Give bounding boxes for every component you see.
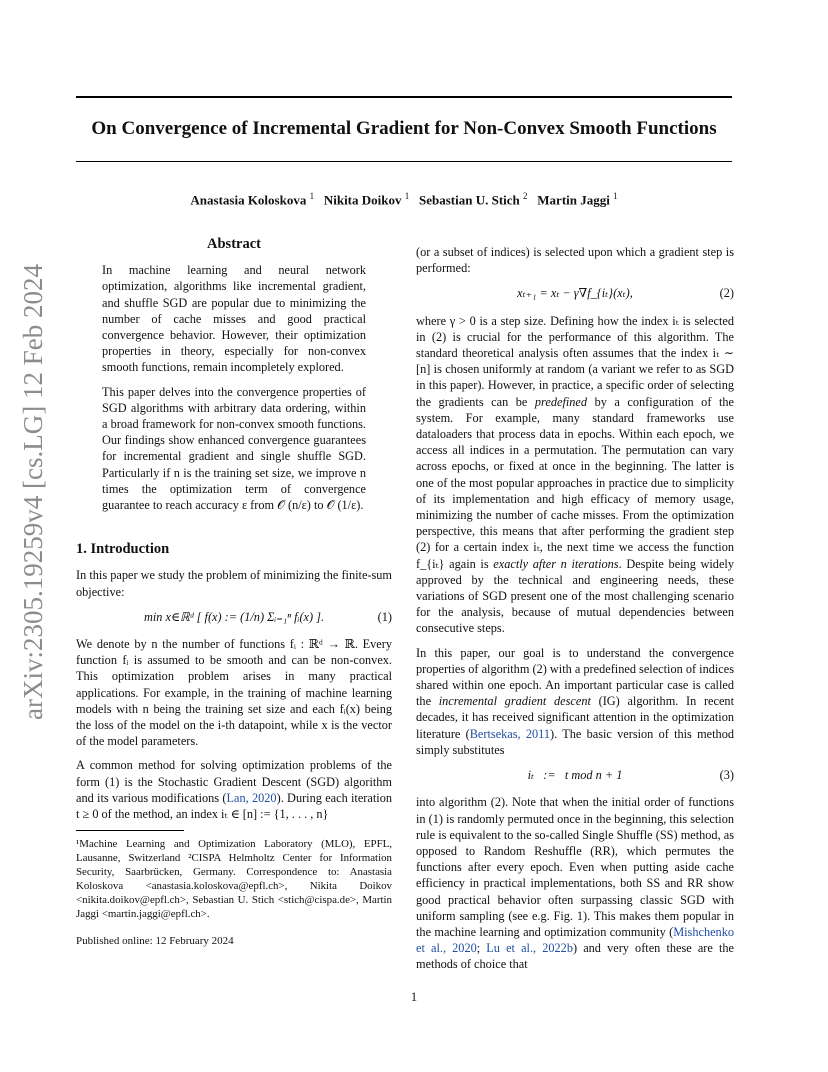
abstract-paragraph: This paper delves into the convergence properties of SGD algorithms with arbitrary data ordering, within a broad framework for non-convex smooth functions. Our findings show enhanced convergence guarantees for incremental gradient and single shuffle SGD. Particularly if n is the training set size, we improve n times the optimization term of convergence guarantee to reach accuracy ε from 𝒪 (n/ε) to 𝒪 (1/ε). <box>102 384 366 513</box>
body-paragraph: (or a subset of indices) is selected upon which a gradient step is performed: <box>416 245 734 276</box>
text-run: ; <box>476 941 487 956</box>
footnote: ¹Machine Learning and Optimization Laboratory (MLO), EPFL, Lausanne, Switzerland ²CISPA Helmholtz Center for Information Security, Saarbrücken, Germany. Correspondence to: Anastasia Koloskova <anastasia.koloskova@epfl.ch>, Nikita Doikov <nikita.doikov@epfl.ch>, Sebastian U. Stich <stich@cispa.de>, Martin Jaggi <martin.jaggi@epfl.ch>. <box>76 838 392 921</box>
published-note: Published online: 12 February 2024 <box>76 935 234 948</box>
body-paragraph <box>416 645 734 758</box>
citation-link[interactable]: Lu et al., 2022b <box>486 941 573 956</box>
emphasis: exactly after n iterations <box>493 556 619 571</box>
author-affiliation: 1 <box>613 191 618 201</box>
right-column <box>416 244 734 981</box>
title-rule-bottom <box>76 161 732 162</box>
author-affiliation: 1 <box>404 191 410 201</box>
footnote-rule <box>76 830 184 831</box>
author-name: Martin Jaggi <box>537 192 610 208</box>
text-run: ). The basic version of this method simply substitutes <box>416 726 734 757</box>
body-paragraph <box>76 757 392 822</box>
text-run: (IG) algorithm. In recent decades, it has received significant attention in the optimization literature ( <box>416 694 734 741</box>
citation-link[interactable]: Bertsekas, 2011 <box>469 726 551 741</box>
text-run: into algorithm (2). Note that when the initial order of functions in (1) is randomly permuted once in the beginning, this selection rule is equivalent to the so-called Single Shuffle (SS) method, as opposed to Random Reshuffle (RR), which permutes the functions after every epoch. Even when putting aside cache efficiency in practical implementations, both SS and RR show good practical behavior often surpassing classic SGD with uniform sampling (see e.g. Fig. 1). This makes them popular in the machine learning and optimization community ( <box>416 795 734 939</box>
text-run: In this paper, our goal is to understand the convergence properties of algorithm (2) with a predefined selection of indices shared within one epoch. An important particular case is called the <box>416 645 734 709</box>
arxiv-side-stamp: arXiv:2305.19259v4 [cs.LG] 12 Feb 2024 <box>18 264 48 720</box>
body-paragraph: We denote by n the number of functions fᵢ : ℝᵈ → ℝ. Every function fᵢ is assumed to be smooth and can be non-convex. This optimization problem arises in many practical applications. For example, in the training of machine learning models with n being the training set size and each fᵢ(x) being the loss of the model on the i-th datapoint, while x is the vector of the model parameters. <box>76 637 392 749</box>
equation-body: min x∈ℝᵈ [ f(x) := (1/n) Σᵢ₌₁ⁿ fᵢ(x) ]. <box>143 609 325 624</box>
equation-3 <box>416 767 734 783</box>
text-run: ). During each iteration t ≥ 0 of the method, an index iₜ ∈ [n] := {1, . . . , n} <box>76 790 392 822</box>
author-name: Sebastian U. Stich <box>419 192 520 208</box>
body-paragraph <box>416 794 734 972</box>
body-paragraph <box>416 313 734 637</box>
author-affiliation: 2 <box>523 191 528 201</box>
left-column <box>76 236 392 950</box>
abstract-paragraph: In machine learning and neural network optimization, algorithms like incremental gradient, and shuffle SGD are popular due to minimizing the number of cache misses and good practical convergence behavior. However, their optimization properties in theory, especially for non-convex smooth functions, remain incompletely explored. <box>102 263 366 375</box>
author-affiliation: 1 <box>309 191 315 201</box>
equation-1 <box>76 609 392 625</box>
author-name: Anastasia Koloskova <box>190 192 307 208</box>
equation-number: (3) <box>719 768 734 783</box>
section-heading: 1. Introduction <box>76 541 170 558</box>
text-run: ) and very often these are the methods of choice that <box>416 941 735 972</box>
page-number: 1 <box>410 990 418 1004</box>
author-list <box>76 191 732 208</box>
equation-body: xₜ₊₁ = xₜ − γ∇f_{iₜ}(xₜ), <box>517 286 633 301</box>
equation-body: iₜ := t mod n + 1 <box>527 768 623 783</box>
equation-2 <box>416 285 734 301</box>
equation-number: (1) <box>377 609 392 624</box>
paper-title: On Convergence of Incremental Gradient for Non-Convex Smooth Functions <box>91 118 717 139</box>
equation-number: (2) <box>719 286 734 301</box>
emphasis: incremental gradient descent <box>438 694 591 709</box>
abstract-heading: Abstract <box>207 236 261 252</box>
body-paragraph: In this paper we study the problem of minimizing the finite-sum objective: <box>76 568 392 599</box>
text-run: . Despite being widely approved by the technical and engineering needs, these variations of SGD present one of the most challenging scenario for the analysis, because of mutual dependencies between consecutive steps. <box>416 556 734 636</box>
emphasis: predefined <box>534 394 588 409</box>
text-run: by a configuration of the system. For example, many standard frameworks use dataloaders that process data in epochs. Within each epoch, we access all indices in a permutation. The permutation can vary across epochs, or fixed at once in the beginning. The latter is one of the most popular approaches in practice due to simplicity of its implementation and high efficacy of memory usage, minimizing the number of cache misses. From the optimization perspective, this means that after performing the gradient step (2) for a certain index iₜ, the next time we access the function f_{iₜ} again is <box>416 394 734 571</box>
author-name: Nikita Doikov <box>323 192 402 208</box>
citation-link[interactable]: Lan, 2020 <box>226 790 277 805</box>
text-run: where γ > 0 is a step size. Defining how the index iₜ is selected in (2) is crucial for the performance of this algorithm. The standard theoretical analysis often assumes that the index iₜ ∼ [n] is chosen uniformly at random (a variant we refer to as SGD in this paper). However, in practice, a specific order of selecting the gradients can be <box>416 313 734 409</box>
citation-link[interactable]: Mishchenko et al., 2020 <box>416 924 734 956</box>
title-rule-top <box>76 96 732 98</box>
text-run: A common method for solving optimization problems of the form (1) is the Stochastic Gradient Descent (SGD) algorithm and its various modifications ( <box>76 758 392 805</box>
